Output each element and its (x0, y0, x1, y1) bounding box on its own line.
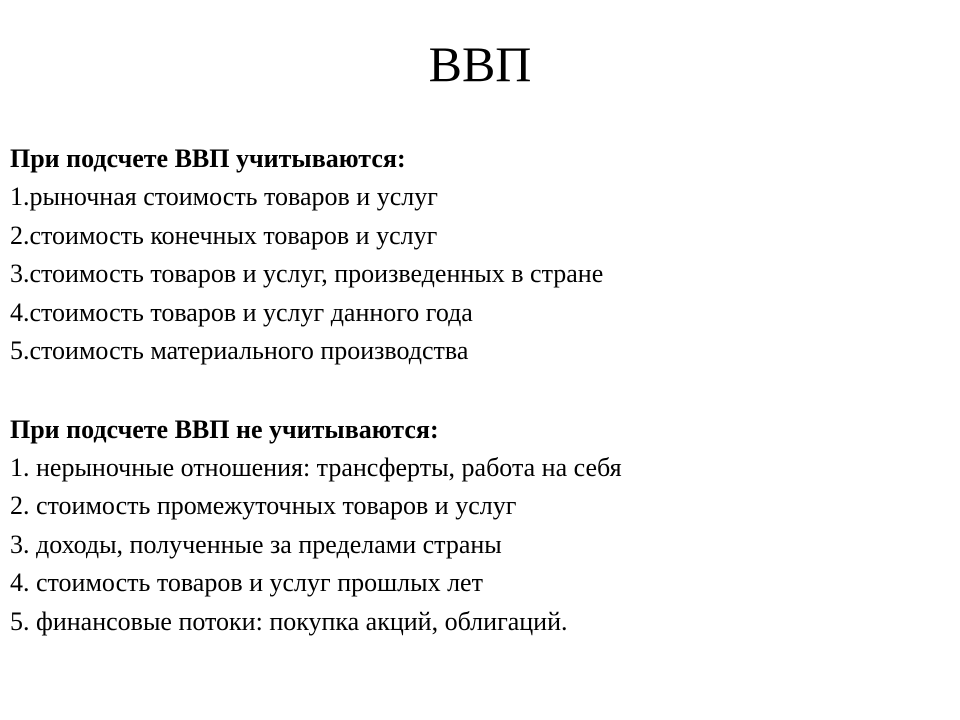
included-section (10, 140, 950, 371)
included-item: 2.стоимость конечных товаров и услуг (10, 220, 438, 250)
excluded-item: 1. нерыночные отношения: трансферты, работа на себя (10, 452, 622, 482)
slide-content (10, 140, 950, 641)
excluded-item: 4. стоимость товаров и услуг прошлых лет (10, 568, 483, 597)
included-item: 4.стоимость товаров и услуг данного года (10, 297, 473, 327)
slide-title: ВВП (428, 36, 532, 92)
excluded-item: 2. стоимость промежуточных товаров и услуг (10, 491, 517, 520)
included-item: 1.рыночная стоимость товаров и услуг (10, 182, 438, 211)
excluded-section (10, 411, 950, 642)
included-item: 5.стоимость материального производства (10, 336, 469, 365)
included-item: 3.стоимость товаров и услуг, произведенных в стране (10, 259, 604, 288)
included-heading: При подсчете ВВП учитываются: (10, 144, 406, 173)
excluded-item: 3. доходы, полученные за пределами страны (10, 529, 502, 559)
excluded-heading: При подсчете ВВП не учитываются: (10, 414, 439, 444)
excluded-item: 5. финансовые потоки: покупка акций, облигаций. (10, 606, 568, 636)
